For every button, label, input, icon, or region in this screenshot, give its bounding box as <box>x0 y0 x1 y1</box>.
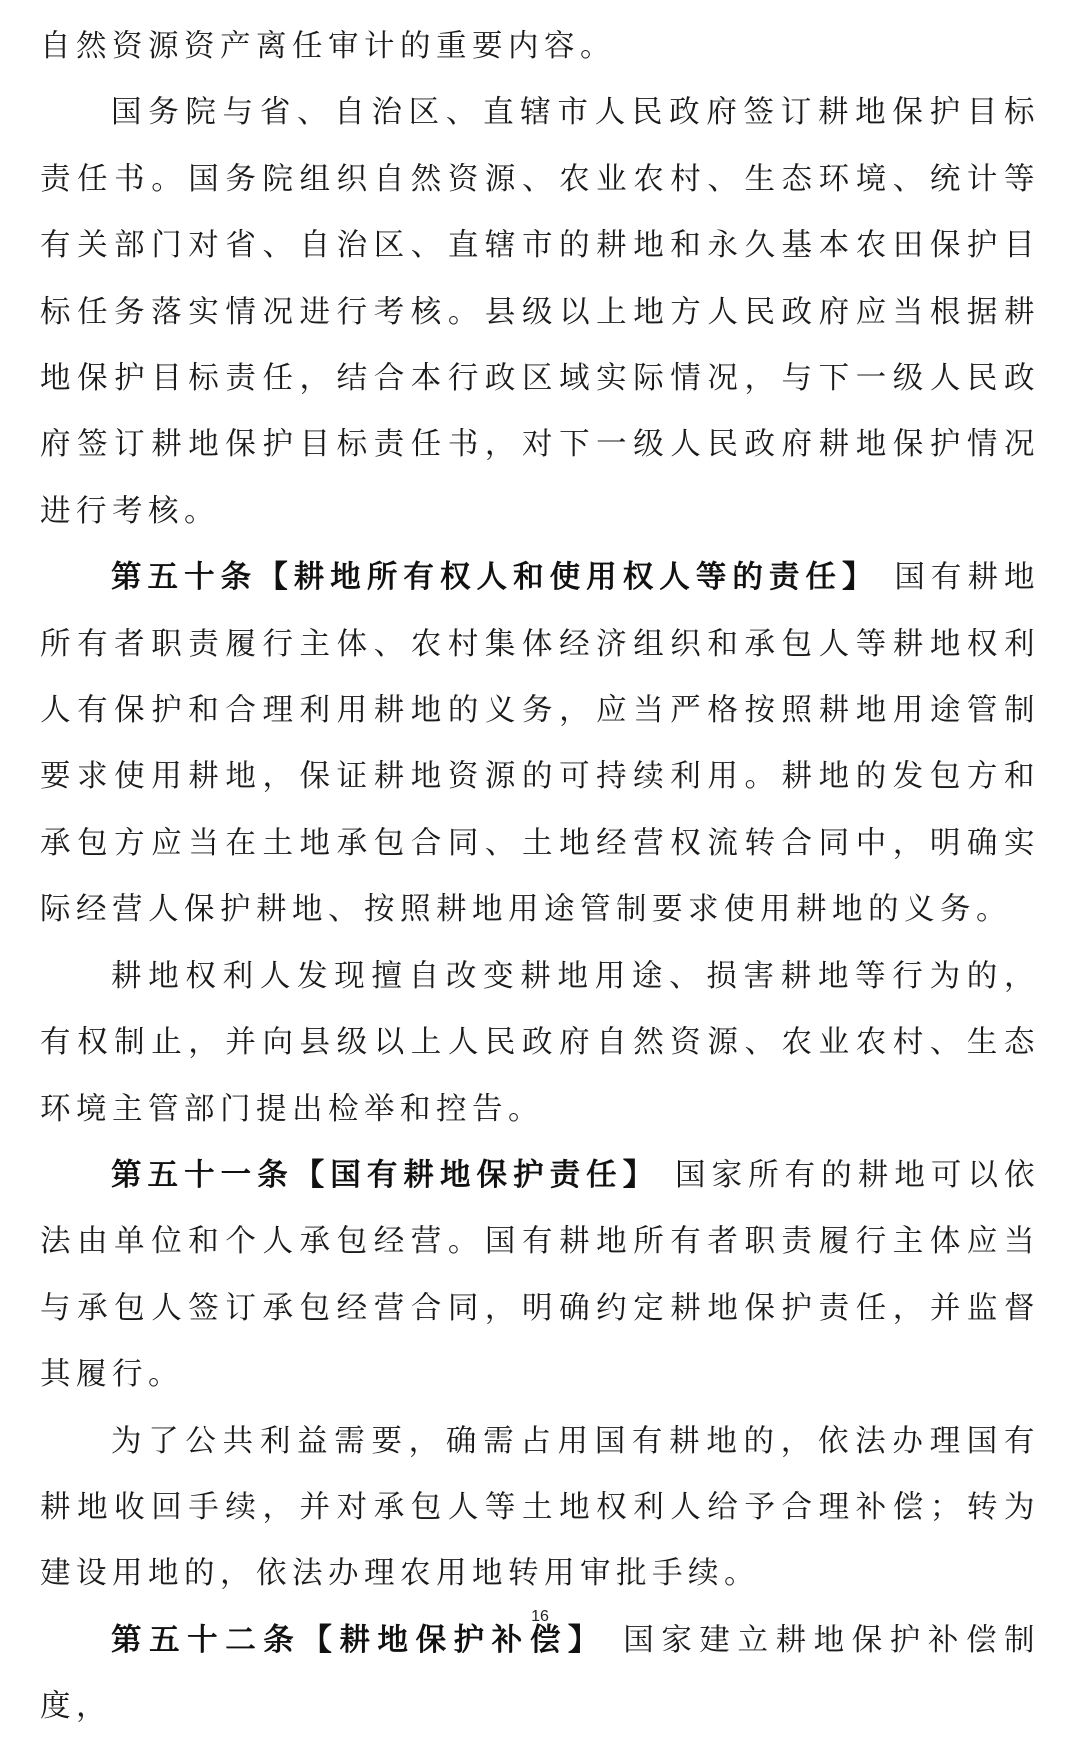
article-52 <box>40 1608 1040 1741</box>
paragraph-text: 耕地权利人发现擅自改变耕地用途、损害耕地等行为的，有权制止，并向县级以上人民政府自然资源、农业农村、生态环境主管部门提出检举和控告。 <box>40 958 1040 1127</box>
paragraph-report-violations <box>40 944 1040 1143</box>
paragraph-public-interest <box>40 1409 1040 1608</box>
article-heading: 第五十二条【耕地保护补偿】 <box>111 1622 606 1658</box>
article-heading: 第五十条【耕地所有权人和使用权人等的责任】 <box>111 560 879 596</box>
page-number: 16 <box>531 1608 549 1625</box>
article-text: 国家所有的耕地可以依法由单位和个人承包经营。国有耕地所有者职责履行主体应当与承包人签订承包经营合同，明确约定耕地保护责任，并监督其履行。 <box>40 1157 1040 1393</box>
paragraph-text: 国务院与省、自治区、直辖市人民政府签订耕地保护目标责任书。国务院组织自然资源、农业农村、生态环境、统计等有关部门对省、自治区、直辖市的耕地和永久基本农田保护目标任务落实情况进行考核。县级以上地方人民政府应当根据耕地保护目标责任，结合本行政区域实际情况，与下一级人民政府签订耕地保护目标责任书，对下一级人民政府耕地保护情况进行考核。 <box>40 95 1040 529</box>
paragraph-text: 为了公共利益需要，确需占用国有耕地的，依法办理国有耕地收回手续，并对承包人等土地权利人给予合理补偿；转为建设用地的，依法办理农用地转用审批手续。 <box>40 1423 1040 1592</box>
article-heading: 第五十一条【国有耕地保护责任】 <box>111 1157 660 1193</box>
document-body <box>40 14 1040 1741</box>
paragraph-continuation <box>40 14 1040 80</box>
paragraph-responsibility-targets <box>40 80 1040 545</box>
article-50 <box>40 545 1040 943</box>
article-text: 国家建立耕地保护补偿制度， <box>40 1622 1041 1725</box>
paragraph-text: 自然资源资产离任审计的重要内容。 <box>40 29 616 64</box>
article-51 <box>40 1143 1040 1409</box>
article-text: 国有耕地所有者职责履行主体、农村集体经济组织和承包人等耕地权利人有保护和合理利用耕地的义务，应当严格按照耕地用途管制要求使用耕地，保证耕地资源的可持续利用。耕地的发包方和承包方应当在土地承包合同、土地经营权流转合同中，明确实际经营人保护耕地、按照耕地用途管制要求使用耕地的义务。 <box>40 560 1040 928</box>
